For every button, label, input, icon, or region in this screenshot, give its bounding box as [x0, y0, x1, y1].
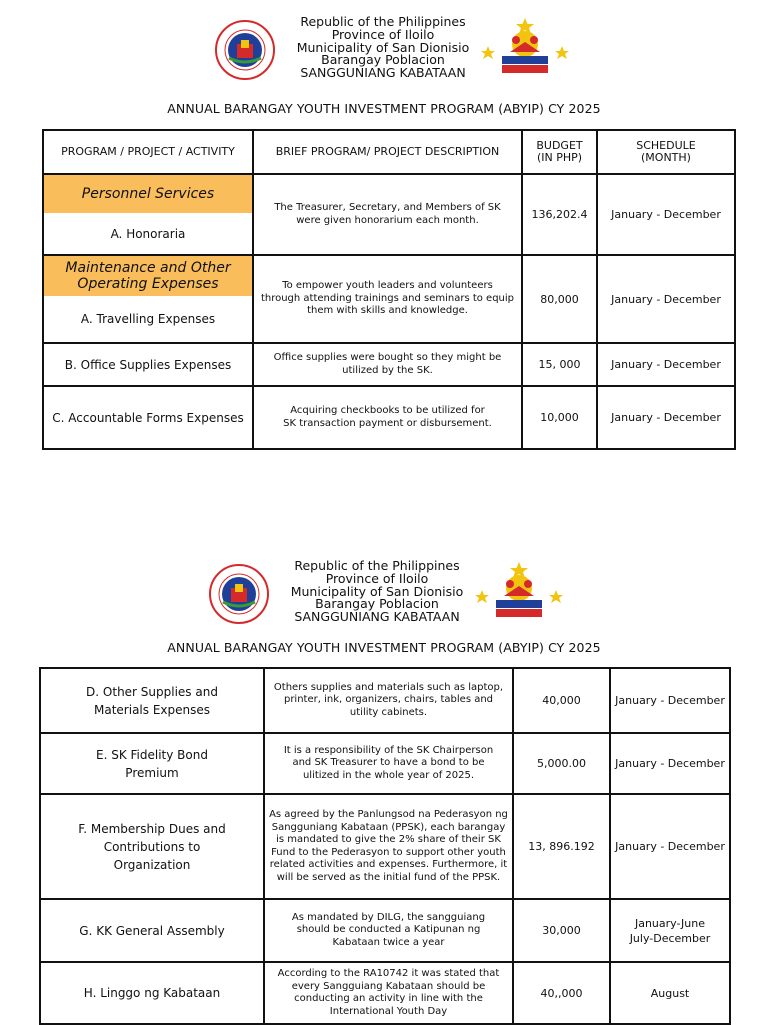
program-line: Premium — [125, 765, 179, 780]
program-line: Materials Expenses — [94, 702, 210, 717]
program-cell — [40, 794, 264, 899]
description-line: Fund to the Pederasyon to support other youth — [271, 846, 506, 858]
description-line: related activities and expenses. Furthermore, it — [269, 859, 508, 870]
program-name: A. Honoraria — [110, 226, 186, 241]
description-line: and SK Treasurer to have a bond to be — [292, 757, 485, 769]
schedule-line: January-June — [634, 916, 706, 930]
description-line: As agreed by the Panlungsod na Pederasyon ng — [269, 809, 508, 820]
document-title: ANNUAL BARANGAY YOUTH INVESTMENT PROGRAM (ABYIP) CY 2025 — [167, 640, 601, 655]
table-row — [40, 962, 730, 1024]
sk-logo — [474, 560, 564, 624]
description-line: SK transaction payment or disbursement. — [283, 417, 492, 429]
section-line: Operating Expenses — [77, 276, 219, 292]
header-line: SANGGUNIANG KABATAAN — [300, 65, 466, 81]
budget-cell: 10,000 — [522, 386, 597, 449]
schedule-line: July-December — [629, 931, 711, 945]
budget-cell: 13, 896.192 — [513, 794, 610, 899]
program-line: Organization — [113, 857, 191, 872]
program-name: A. Travelling Expenses — [80, 312, 216, 326]
description-line: International Youth Day — [329, 1005, 448, 1017]
table-row — [43, 255, 735, 343]
table-header-row — [43, 130, 735, 174]
description-line: utility cabinets. — [349, 706, 428, 718]
column-header-budget — [522, 130, 597, 174]
description-cell — [264, 794, 513, 899]
program-line: E. SK Fidelity Bond — [96, 747, 208, 762]
program-cell — [40, 668, 264, 733]
abyip-table-2 — [39, 667, 731, 1025]
description-cell — [253, 386, 522, 449]
column-header-schedule — [597, 130, 735, 174]
budget-header-line: (IN PHP) — [536, 151, 583, 164]
program-cell — [40, 899, 264, 962]
program-line: H. Linggo ng Kabataan — [83, 986, 221, 1000]
program-cell — [40, 962, 264, 1024]
table-row — [40, 733, 730, 794]
description-cell — [264, 668, 513, 733]
program-cell — [43, 255, 253, 343]
header-address — [264, 560, 490, 624]
description-line: through attending trainings and seminars to equip — [260, 292, 515, 304]
schedule-cell — [610, 733, 730, 794]
budget-cell: 30,000 — [513, 899, 610, 962]
budget-cell: 5,000.00 — [513, 733, 610, 794]
description-line: were given honorarium each month. — [296, 214, 479, 226]
section-line: Maintenance and Other — [65, 260, 231, 276]
schedule-cell — [610, 899, 730, 962]
schedule-cell: January - December — [597, 255, 735, 343]
table-row — [43, 386, 735, 449]
description-line: them with skills and knowledge. — [307, 305, 468, 317]
schedule-line: January - December — [615, 694, 725, 707]
description-line: It is a responsibility of the SK Chairperson — [283, 744, 494, 756]
program-line: D. Other Supplies and — [86, 684, 218, 699]
header-line: Municipality of San Dionisio — [290, 583, 464, 599]
document-title: ANNUAL BARANGAY YOUTH INVESTMENT PROGRAM (ABYIP) CY 2025 — [167, 101, 601, 116]
description-line: utilized by the SK. — [342, 364, 433, 376]
header-line: SANGGUNIANG KABATAAN — [294, 609, 460, 625]
description-line: As mandated by DILG, the sangguiang — [291, 911, 486, 923]
budget-header-line: BUDGET — [536, 139, 583, 152]
description-line: is mandated to give the 2% share of their SK — [276, 834, 501, 845]
municipal-seal-logo — [215, 20, 275, 80]
description-line: Kabataan twice a year — [332, 936, 445, 948]
description-cell — [253, 343, 522, 386]
description-line: Acquiring checkbooks to be utilized for — [290, 405, 485, 416]
description-line: Sangguniang Kabataan (PPSK), each barangay — [271, 821, 506, 833]
description-cell — [253, 174, 522, 255]
schedule-cell — [610, 962, 730, 1024]
column-header-program: PROGRAM / PROJECT / ACTIVITY — [43, 130, 253, 174]
schedule-line: August — [650, 986, 690, 1000]
budget-cell: 40,,000 — [513, 962, 610, 1024]
description-line: printer, ink, organizers, chairs, tables and — [283, 694, 494, 706]
table-row — [40, 668, 730, 733]
header-line: Barangay Poblacion — [321, 52, 445, 68]
description-line: every Sangguiang Kabataan should be — [291, 980, 486, 992]
column-header-description: BRIEF PROGRAM/ PROJECT DESCRIPTION — [253, 130, 522, 174]
budget-cell: 15, 000 — [522, 343, 597, 386]
budget-cell: 80,000 — [522, 255, 597, 343]
program-line: G. KK General Assembly — [79, 923, 225, 938]
description-line: According to the RA10742 it was stated that — [277, 968, 500, 979]
schedule-line: January - December — [615, 757, 725, 770]
abyip-table-1 — [42, 129, 736, 450]
section-maintenance-operating-expenses — [44, 256, 252, 296]
header-line: Province of Iloilo — [325, 570, 429, 586]
program-cell: C. Accountable Forms Expenses — [43, 386, 253, 449]
description-line: should be conducted a Katipunan ng — [296, 924, 481, 936]
budget-cell: 40,000 — [513, 668, 610, 733]
schedule-header-line: (MONTH) — [641, 151, 691, 164]
description-line: ulitized in the whole year of 2025. — [302, 769, 475, 781]
description-line: Others supplies and materials such as laptop, — [273, 681, 504, 693]
schedule-cell: January - December — [597, 386, 735, 449]
schedule-cell: January - December — [597, 174, 735, 255]
header-line: Republic of the Philippines — [294, 558, 460, 573]
header-line: Municipality of San Dionisio — [296, 39, 470, 55]
program-line: F. Membership Dues and — [78, 821, 226, 836]
table-row — [43, 343, 735, 386]
municipal-seal-logo — [209, 564, 269, 624]
schedule-cell — [610, 668, 730, 733]
description-cell — [264, 899, 513, 962]
program-cell — [43, 174, 253, 255]
header-line: Province of Iloilo — [331, 26, 435, 42]
table-row — [40, 794, 730, 899]
schedule-header-line: SCHEDULE — [636, 139, 696, 152]
schedule-cell: January - December — [597, 343, 735, 386]
header-line: Barangay Poblacion — [315, 596, 439, 612]
schedule-line: January - December — [615, 840, 725, 853]
description-line: will be served as the initial fund of the PPSK. — [276, 871, 501, 883]
description-line: Office supplies were bought so they might be — [273, 352, 502, 363]
description-cell — [264, 962, 513, 1024]
description-line: To empower youth leaders and volunteers — [282, 280, 493, 292]
description-line: The Treasurer, Secretary, and Members of SK — [274, 202, 501, 213]
program-cell: B. Office Supplies Expenses — [43, 343, 253, 386]
section-personnel-services: Personnel Services — [44, 175, 252, 213]
header-line: Republic of the Philippines — [300, 14, 466, 29]
description-line: conducting an activity in line with the — [294, 993, 483, 1004]
program-line: Contributions to — [103, 839, 201, 854]
sk-logo — [480, 16, 570, 80]
program-cell — [40, 733, 264, 794]
table-row — [40, 899, 730, 962]
description-cell — [264, 733, 513, 794]
header-address — [270, 16, 496, 80]
description-cell — [253, 255, 522, 343]
schedule-cell — [610, 794, 730, 899]
budget-cell: 136,202.4 — [522, 174, 597, 255]
table-row — [43, 174, 735, 255]
